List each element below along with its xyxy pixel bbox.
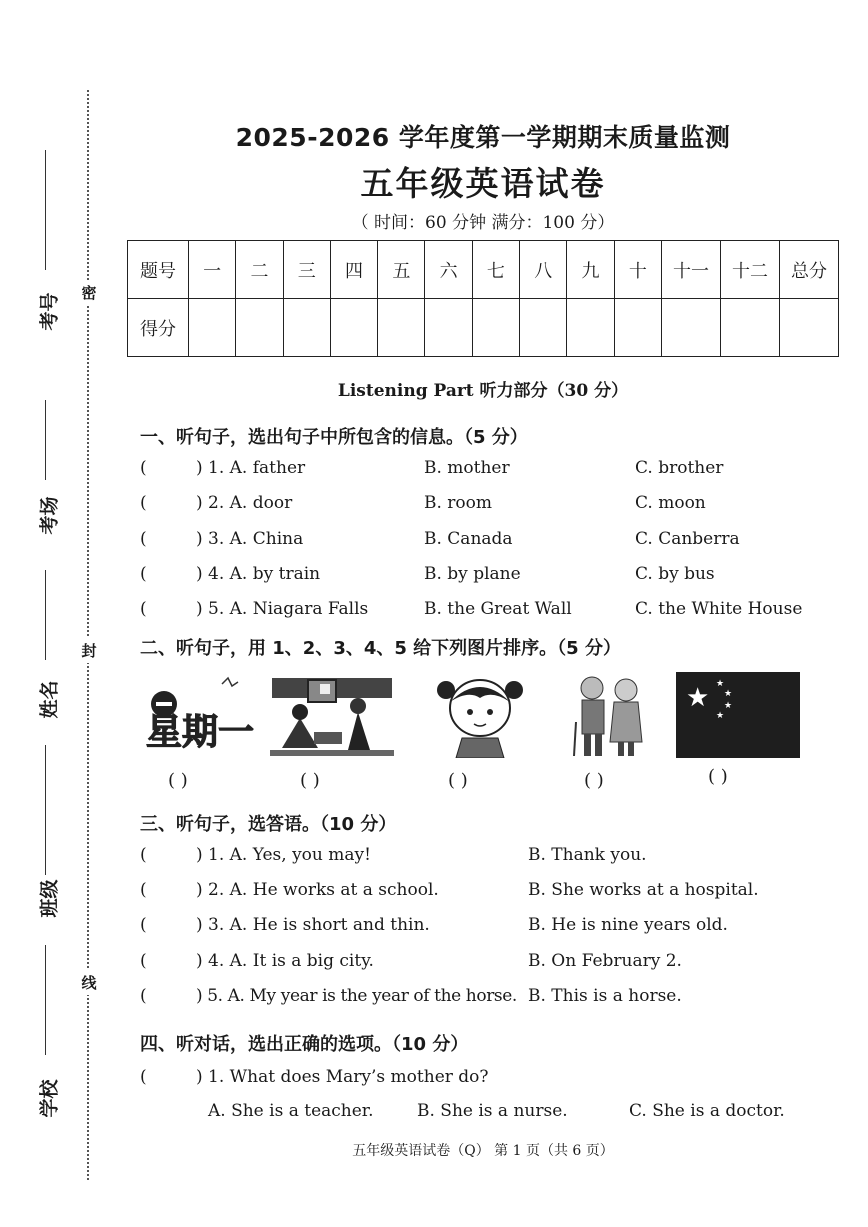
- question-option-b: B. She is a nurse.: [417, 1101, 568, 1121]
- question-row: [140, 915, 840, 941]
- score-input-cell[interactable]: [472, 299, 519, 357]
- score-table: [127, 240, 839, 357]
- question-option-a: ) 4. A. by train: [196, 564, 321, 584]
- score-cell: 三: [283, 241, 330, 299]
- question-option-a: ) 1. A. father: [196, 458, 306, 478]
- question-option-b: B. the Great Wall: [424, 599, 572, 619]
- question-option-c: C. the White House: [635, 599, 803, 619]
- field-exam-number[interactable]: 考号: [28, 150, 60, 340]
- question-option-b: B. room: [424, 493, 493, 513]
- score-input-cell[interactable]: [780, 299, 839, 357]
- classroom-picture: [270, 672, 394, 758]
- answer-paren[interactable]: (: [140, 493, 147, 513]
- answer-paren[interactable]: (: [140, 951, 147, 971]
- question-row: [140, 986, 840, 1012]
- score-cell: 题号: [128, 241, 189, 299]
- binding-dotted-line: [87, 90, 89, 1180]
- answer-paren[interactable]: (: [140, 915, 147, 935]
- exam-info: （ 时间：60 分钟 满分：100 分）: [351, 213, 615, 233]
- score-input-cell[interactable]: [567, 299, 614, 357]
- score-cell: 一: [189, 241, 236, 299]
- picture-answer-paren[interactable]: ( ): [168, 770, 188, 791]
- section1-title: 一、听句子，选出句子中所包含的信息。（5 分）: [140, 427, 528, 448]
- question-option-c: C. by bus: [635, 564, 715, 584]
- question-option-c: C. She is a doctor.: [629, 1101, 785, 1121]
- question-row: [140, 564, 840, 590]
- small-star-icon: ★: [724, 689, 733, 699]
- field-class[interactable]: 班级: [28, 745, 60, 925]
- score-input-cell[interactable]: [425, 299, 472, 357]
- answer-paren[interactable]: (: [140, 458, 147, 478]
- question-option-a: ) 4. A. It is a big city.: [196, 951, 374, 971]
- question-option-a: A. She is a teacher.: [208, 1101, 374, 1121]
- score-cell: 十: [614, 241, 661, 299]
- score-cell: 得分: [128, 299, 189, 357]
- picture-answer-paren[interactable]: ( ): [708, 766, 728, 787]
- score-input-cell[interactable]: [614, 299, 661, 357]
- question-option-b: B. by plane: [424, 564, 521, 584]
- score-input-cell[interactable]: [189, 299, 236, 357]
- question-option-a: ) 5. A. Niagara Falls: [196, 599, 369, 619]
- question-option-b: B. She works at a hospital.: [528, 880, 759, 900]
- options-row: [140, 1101, 840, 1127]
- answer-paren[interactable]: (: [140, 529, 147, 549]
- monday-picture: [142, 672, 254, 758]
- question-option-a: ) 3. A. He is short and thin.: [196, 915, 430, 935]
- picture-text: 星期一: [146, 712, 254, 753]
- score-input-cell[interactable]: [330, 299, 377, 357]
- question-option-a: ) 3. A. China: [196, 529, 304, 549]
- question-row: [140, 529, 840, 555]
- question-option-b: B. He is nine years old.: [528, 915, 728, 935]
- section4-title: 四、听对话，选出正确的选项。（10 分）: [140, 1034, 469, 1055]
- small-star-icon: ★: [716, 679, 725, 689]
- score-cell: 六: [425, 241, 472, 299]
- question-option-c: C. moon: [635, 493, 706, 513]
- answer-paren[interactable]: (: [140, 564, 147, 584]
- question-row: [140, 599, 840, 625]
- exam-title-line2: 五年级英语试卷: [360, 164, 606, 203]
- answer-paren[interactable]: (: [140, 986, 147, 1006]
- score-table-score-row: [128, 299, 839, 357]
- picture-answer-paren[interactable]: ( ): [300, 770, 320, 791]
- score-input-cell[interactable]: [721, 299, 780, 357]
- score-cell: 四: [330, 241, 377, 299]
- seal-word-mi: 密: [80, 280, 98, 305]
- score-input-cell[interactable]: [520, 299, 567, 357]
- question-option-b: B. Thank you.: [528, 845, 647, 865]
- picture-answer-paren[interactable]: ( ): [448, 770, 468, 791]
- small-star-icon: ★: [716, 711, 725, 721]
- score-cell: 五: [378, 241, 425, 299]
- score-cell: 二: [236, 241, 283, 299]
- score-cell: 总分: [780, 241, 839, 299]
- question-row: [140, 1067, 840, 1093]
- field-exam-room[interactable]: 考场: [28, 400, 60, 540]
- question-option-b: B. Canada: [424, 529, 513, 549]
- answer-paren[interactable]: (: [140, 1067, 147, 1087]
- exam-title-line1: 2025-2026 学年度第一学期期末质量监测: [235, 123, 731, 152]
- score-cell: 八: [520, 241, 567, 299]
- seal-word-feng: 封: [80, 638, 98, 663]
- score-input-cell[interactable]: [236, 299, 283, 357]
- page-footer: 五年级英语试卷（Q） 第 1 页（共 6 页）: [352, 1143, 614, 1159]
- small-star-icon: ★: [724, 701, 733, 711]
- question-row: [140, 880, 840, 906]
- score-cell: 十一: [662, 241, 721, 299]
- question-row: [140, 493, 840, 519]
- answer-paren[interactable]: (: [140, 845, 147, 865]
- section2-title: 二、听句子，用 1、2、3、4、5 给下列图片排序。（5 分）: [140, 638, 621, 659]
- question-row: [140, 458, 840, 484]
- field-school[interactable]: 学校: [28, 945, 60, 1125]
- section3-title: 三、听句子，选答语。（10 分）: [140, 814, 397, 835]
- question-option-b: B. On February 2.: [528, 951, 682, 971]
- question-option-c: C. Canberra: [635, 529, 740, 549]
- question-option-a: ) 5. A. My year is the year of the horse.: [196, 986, 517, 1006]
- question-option-b: B. This is a horse.: [528, 986, 682, 1006]
- question-option-a: ) 2. A. He works at a school.: [196, 880, 439, 900]
- score-input-cell[interactable]: [283, 299, 330, 357]
- score-cell: 九: [567, 241, 614, 299]
- question-option-a: ) 2. A. door: [196, 493, 293, 513]
- answer-paren[interactable]: (: [140, 880, 147, 900]
- question-text: ) 1. What does Mary’s mother do?: [196, 1067, 489, 1087]
- big-star-icon: ★: [686, 683, 710, 713]
- score-table-header-row: [128, 241, 839, 299]
- picture-answer-paren[interactable]: ( ): [584, 770, 604, 791]
- score-cell: 十二: [721, 241, 780, 299]
- grandparents-picture: [568, 672, 650, 758]
- girl-picture: [430, 672, 530, 758]
- question-option-a: ) 1. A. Yes, you may!: [196, 845, 371, 865]
- question-option-b: B. mother: [424, 458, 510, 478]
- seal-word-xian: 线: [80, 970, 98, 995]
- question-option-c: C. brother: [635, 458, 724, 478]
- score-input-cell[interactable]: [662, 299, 721, 357]
- listening-part-title: Listening Part 听力部分（30 分）: [337, 381, 629, 401]
- question-row: [140, 845, 840, 871]
- score-input-cell[interactable]: [378, 299, 425, 357]
- field-name[interactable]: 姓名: [28, 570, 60, 740]
- question-row: [140, 951, 840, 977]
- score-cell: 七: [472, 241, 519, 299]
- answer-paren[interactable]: (: [140, 599, 147, 619]
- china-flag-picture: [676, 672, 800, 758]
